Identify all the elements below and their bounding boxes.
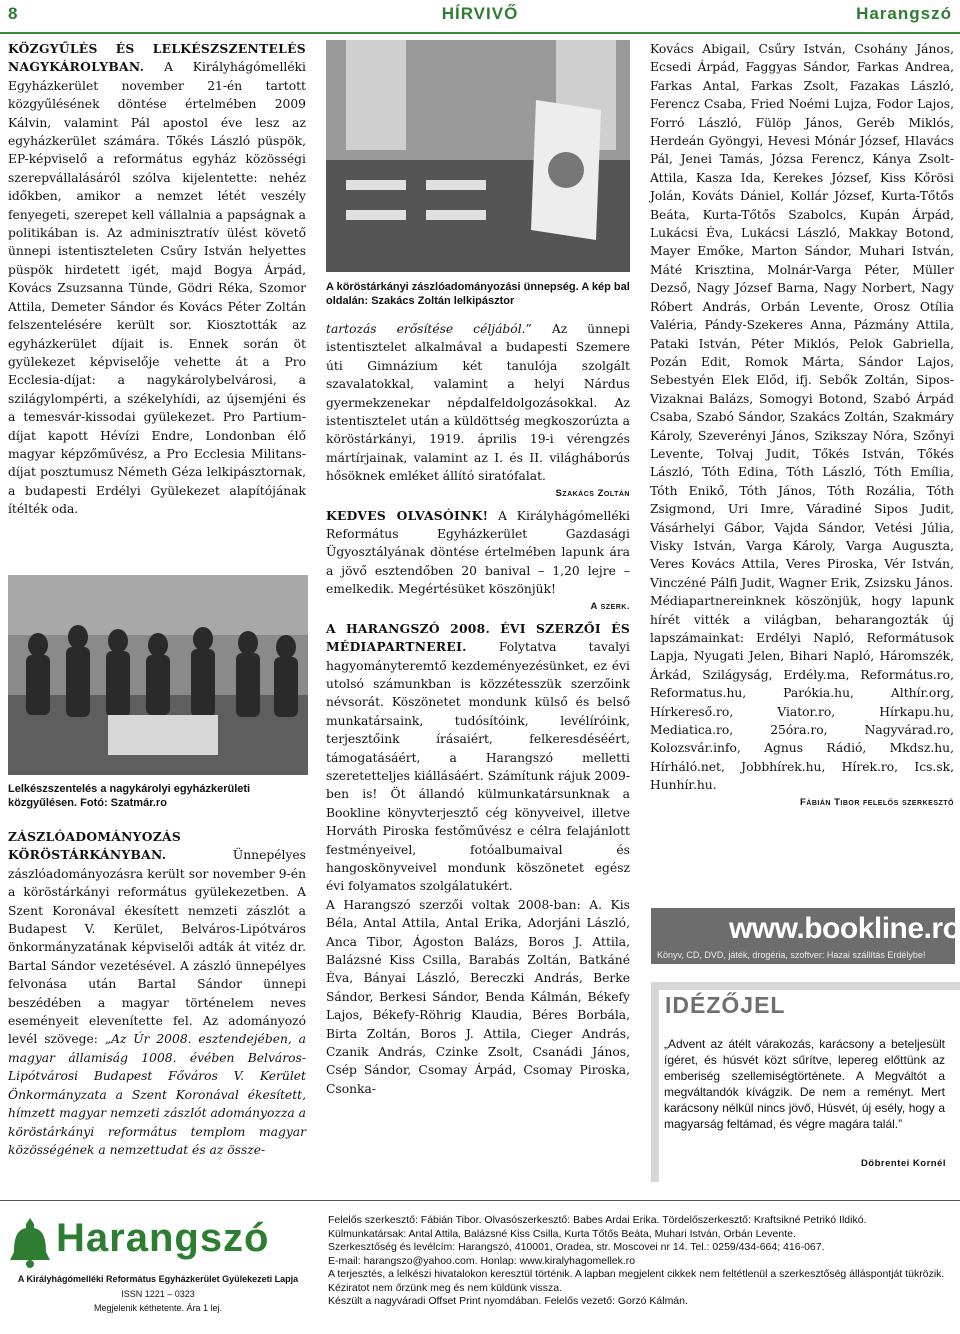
- section-title: HÍRVIVŐ: [441, 4, 519, 23]
- article-signature: A szerk.: [590, 600, 630, 612]
- flag-ceremony-photo: [326, 40, 630, 272]
- article-authors: [326, 620, 630, 896]
- quote-heading: IDÉZŐJEL: [665, 992, 786, 1018]
- article-heading: A HARANGSZÓ 2008. ÉVI SZERZŐI ÉS MÉDIAPARTNEREI.: [326, 620, 630, 655]
- footer-line: Szerkesztőség és levélcím: Harangszó, 410001, Oradea, str. Moscovei nr 14. Tel.: 0259/434-664; 416-067.: [328, 1241, 825, 1253]
- footer-issn: ISSN 1221 – 0323: [121, 1289, 195, 1299]
- publication-name: Harangszó: [856, 4, 952, 23]
- footer-line: E-mail: harangszo@yahoo.com. Honlap: www.kiralyhagomellek.ro: [328, 1254, 636, 1267]
- footer-org: A Királyhágómelléki Református Egyházkerület Gyülekezeti Lapja: [17, 1274, 299, 1284]
- photo-caption: A köröstárkányi zászlóadományozási ünnepség. A kép bal oldalán: Szakács Zoltán lelkipásztor: [326, 281, 630, 307]
- article-body: Ünnepélyes zászlóadományozásra került sor november 9-én a köröstárkányi református gyülekezetben. A Szent Koronával ékesített nemzeti zászlót a Budapest V. Kerület, Belváros-Lipótváros önkormányzatának képviselői adták át vitéz dr. Bartal Sándor vezetésével. A zászló ünnepélyes felvonása után Bartal Sándor ünnepi beszédében a magyar történelem neves eseményeit elevenítette fel. Az adományozó levél szövege:: [8, 848, 306, 1047]
- header-rule: [0, 32, 960, 34]
- column-1: [8, 40, 306, 519]
- footer-rule: [0, 1200, 960, 1201]
- article-signature: Fábián Tibor felelős szerkesztő: [799, 796, 954, 808]
- article-price-notice: [326, 507, 630, 599]
- footer-credits: [328, 1214, 954, 1309]
- ad-subtitle: Könyv, CD, DVD, játék, drogéria, szoftver: Hazai szállítás Erdélybe!: [657, 950, 926, 960]
- authors-list: A Harangszó szerzői voltak 2008-ban: A. Kis Béla, Antal Attila, Antal Erika, Adorjáni László, Anca Tibor, Ágoston Balázs, Boros J. Attila, Balázsné Kiss Csilla, Barabás Zoltán, Batkáné Éva, Bányai László, Bereczki András, Berke Sándor, Berkesi Sándor, Benda Kálmán, Békefy Lajos, Békefy-Röhrig Klaudia, Béres Borbála, Birta Zoltán, Boros J. Attila, Cieger András, Czanik András, Czinke Zsolt, Csanádi János, Csép Sándor, Csomay Árpád, Csomay Piroska, Csonka-: [326, 897, 630, 1096]
- article-heading: ZÁSZLÓADOMÁNYOZÁS KÖRÖSTÁRKÁNYBAN.: [8, 829, 182, 863]
- footer-line: A terjesztés, a lelkészi hivatalokon keresztül történik. A lapban megjelent cikkek nem feltétlenül a szerkesztőség álláspontját tükrözik. Kéziratot nem őrzünk meg és nem küldünk vissza.: [328, 1268, 945, 1294]
- article-body: Folytatva tavalyi hagyományteremtő kezdeményezésünket, ez évi utolsó számunkban is közzétesszük szerzőink névsorát. Köszönetet mondunk külső és belső munkatársaink, tudósítóink, levélíróink, terjesztőink írásaiért, felkeresdéséért, támogatásáért, a Harangszó melletti szeretetteljes kiállásáért. Számítunk rájuk 2009-ben is! Öt állandó külmunkatársunknak a Bookline könyvterjesztő cég könyveivel, illetve Horváth Piroska festőművész e célra felajánlott festményeivel, fotóalbumaival és hangoskönyveivel mondunk köszönetet egész évi folyamatos szolgálatukért.: [326, 640, 630, 894]
- media-partners: Médiapartnereinknek köszönjük, hogy lapunk hírét vitték a világban, beharangozták új lapszámainkat: Erdélyi Napló, Reformátusok Lapja, Nyugati Jelen, Bihari Napló, Háromszék, Árkád, Szilágyság, Erdély.ma, Református.ro, Reformatus.hu, Parókia.hu, Althír.org, Hírkereső.ro, Viator.ro, Hírkapu.hu, Mediatica.ro, 25óra.ro, Nagyvárad.ro, Kolozsvár.info, Agnus Rádió, Mkdsz.hu, Hírháló.net, Jobbhírek.hu, Hírek.ro, Ics.sk, Hunhír.hu.: [650, 594, 954, 793]
- page-number: 8: [8, 4, 18, 23]
- quote-signature: Döbrentei Kornél: [860, 1158, 946, 1169]
- column-2: [326, 320, 630, 1098]
- authors-list-continued: Kovács Abigail, Csűry István, Csohány János, Ecsedi Árpád, Faggyas Sándor, Farkas Andrea, Farkas Antal, Farkas Zsolt, Fazakas László, Ferencz Csaba, Fried Noémi Lujza, Fodor Lajos, Forró László, Fülöp János, Geréb Miklós, Herdeán Gyöngyi, Hevesi Mónár József, Hlavács Pál, Jenei Tamás, Józsa Ferencz, Kánya Zsolt-Attila, Kasza Ida, Kerekes József, Kiss Kőrösi Jolán, Kováts Dániel, Kollár József, Kurta-Tőtős Beáta, Kurta-Tőtős Szabolcs, Kupán Árpád, Lukácsi Éva, Lukácsi László, Makkay Botond, Mayer Emőke, Marton Sándor, Muhari István, Máté Krisztina, Molnár-Varga Péter, Müller Dezső, Nagy József Barna, Nagy Norbert, Nagy Róbert András, Orbán Levente, Orosz Otília Valéria, Pándy-Szekeres Anna, Pázmány Attila, Pataki István, Péter Miklós, Pelok Gabriella, Pozán Edit, Romok Márta, Sándor Lajos, Sebestyén Elek Előd, ifj. Sebők Zoltán, Sipos-Vizaknai Balázs, Somogyi Botond, Szabó Árpád Csaba, Szabó Sándor, Szakács Zoltán, Szakmáry Károly, Szeverényi János, Szikszay Nóra, Szőnyi Levente, Tolvaj Judit, Tőkés István, Tőkés László, Tóth Edina, Tóth László, Tóth Emília, Tóth Enikő, Tóth János, Tóth Rozália, Tóth Zsigmond, Uri Imre, Váradiné Sipos Judit, Vásárhelyi Gábor, Vajda Sándor, Vetési Júlia, Visky István, Varga Károly, Varga Augusztа, Veres Kovács Attila, Veres Piroska, Vér István, Vinczéné Pálfi Judit, Wagner Erik, Zsizsku János.: [650, 42, 954, 590]
- article-quote: „Az Úr 2008. esztendejében, a magyar államiság 1008. évében Belváros-Lipótvárosi Budapest Főváros V. Kerület Önkormányzata a Szent Koronával ékesített, hímzett magyar nemzeti zászlót adományozza a köröstárkányi református templom magyar közösségének a nemzettudat és az össze-: [8, 1032, 306, 1157]
- article-body: A Királyhágómelléki Református Egyházkerület Gazdasági Ügyosztályának döntése értelmében lapunk ára a jövő esztendőben 20 banival – 1,20 lejre – emelkedik. Megértésüket köszönjük!: [326, 508, 630, 597]
- ordination-photo: [8, 575, 308, 775]
- footer-frequency: Megjelenik kéthetente. Ára 1 lej.: [93, 1303, 223, 1313]
- footer-line: Külmunkatársak: Antal Attila, Balázsné Kiss Csilla, Kurta Tőtős Beáta, Muhari István, Orbán Levente.: [328, 1227, 796, 1240]
- column-3: [650, 40, 954, 816]
- bell-icon: [8, 1214, 52, 1268]
- article-body: A Királyhágómelléki Egyházkerület november 21-én tartott közgyűlésének döntése értelmében 2009 Kálvin, valamint Pál apostol éve lesz az egyházkerület számára. Tőkés László püspök, EP-képviselő a református egyház közösségi szerepvállalásáról szólva kijelentette: nehéz időkben, amikor a nemzet létét veszély fenyegeti, szerepet kell vállalnia a papságnak a politikában is. Az adminisztratív ülést követő ünnepi istentiszteleten Csűry István helyettes püspök hirdetett igét, majd Bogya Árpád, Kovács Zsuzsanna Tünde, Gödri Réka, Szomor Attila, Demeter Sándor és Kovács Péter Zoltán felszentelésére került sor. Kiosztották az egyházkerület díjait is. Ennek során öt gyülekezet képviselője vehette át a Pro Ecclesia-díjat: a nagykárolybelvárosi, a szilágylompérti, a székelyhídi, az újsemjéni és a temesvár-kissodai gyülekezet. Pro Partium-díjat kapott Hévízi Endre, Londonban élő magyar képzőművész, a Pro Ecclesia Militans-díjat posztumusz Németh Géza lelkipásztornak, a budapesti Erdélyi Gyülekezet alapítójának ítélték oda.: [8, 60, 306, 517]
- footer-logo-text: Harangszó: [56, 1216, 270, 1260]
- footer-line: Felelős szerkesztő: Fábián Tibor. Olvasószerkesztő: Babes Ardai Erika. Tördelőszerkesztő: Kraftsikné Petrikó Ildikó.: [328, 1214, 867, 1226]
- article-heading: KÖZGYŰLÉS ÉS LELKÉSZSZENTELÉS NAGYKÁROLYBAN.: [8, 41, 306, 75]
- ad-title: www.bookline.ro: [729, 912, 960, 945]
- quote-text: „Advent az átélt várakozás, karácsony a beteljesült ígéret, és húsvét közt sűrítve, lepereg előttünk az emberiség szellemiségtörténete. A Megváltót a megváltandók kívágzik. De nem a reményt. Mert karácsony nélkül nincs jövő, Húsvét, új esély, hogy a magyarság feltámad, és végre magára talál.”: [664, 1037, 945, 1131]
- article-synod: [8, 40, 306, 519]
- article-heading: KEDVES OLVASÓINK!: [326, 507, 489, 523]
- photo-caption: Lelkészszentelés a nagykárolyi egyházkerületi közgyűlésen. Fotó: Szatmár.ro: [8, 783, 251, 809]
- column-1-lower: [8, 828, 306, 1159]
- article-flag-continued: [326, 320, 630, 486]
- article-flag: [8, 828, 306, 1159]
- footer-line: Készült a nagyváradi Offset Print nyomdában. Felelős vezető: Gorzó Kálmán.: [328, 1295, 688, 1307]
- bookline-ad[interactable]: [651, 908, 960, 964]
- article-quote-end: tartozás erősítése céljából.: [326, 322, 526, 336]
- article-signature: Szakács Zoltán: [555, 487, 630, 499]
- article-body: ” Az ünnepi istentisztelet alkalmával a budapesti Szemere úti Gimnázium két tanulója szolgált szavalatokkal, valamint a helyi Nárdus gyermekzenekar népdalfeldolgozásokkal. Az istentisztelet után a küldöttség megkoszorúzta a köröstárkányi, 1919. április 19-i vérengzés mártírjainak, valamint az I. és II. világháborús hősöknek emléket állító siratófalat.: [326, 322, 630, 484]
